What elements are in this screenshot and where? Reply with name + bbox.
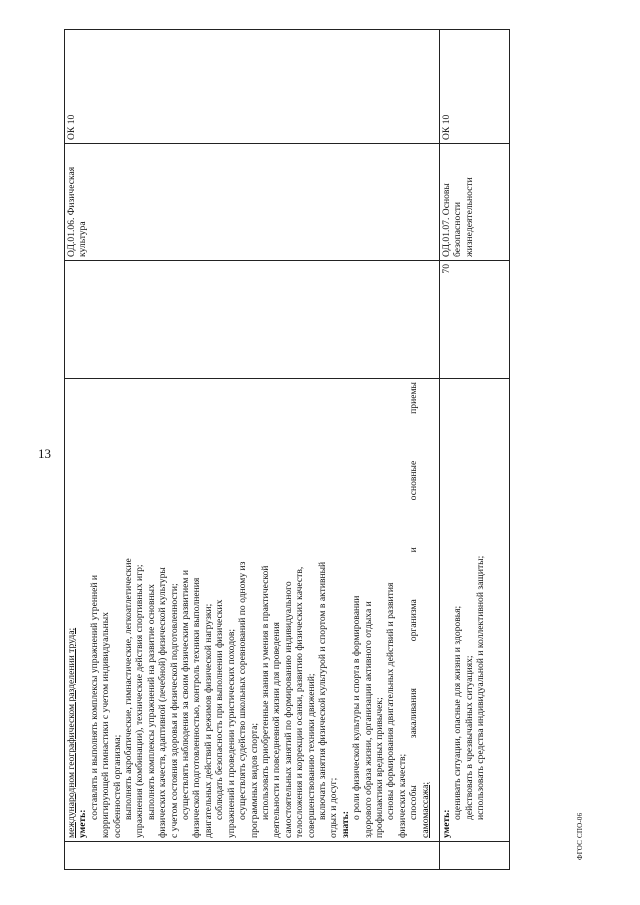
footer-standard-code: ФГОС СПО-06	[576, 812, 584, 860]
text-line: самомассажа;	[419, 781, 431, 838]
text-line: о роли физической культуры и спорта в формировании	[351, 595, 363, 820]
text-line: физических качеств;	[396, 753, 408, 838]
text-line: физических качеств, адаптивной (лечебной) физической культуры	[157, 567, 169, 838]
text-line: знать:	[339, 811, 351, 838]
text-line: выполнять комплексы упражнений на развитие основных	[145, 584, 157, 820]
text-line: с учетом состояния здоровья и физической подготовленности;	[168, 583, 180, 838]
text-line: выполнять акробатические, гимнастические, легкоатлетические	[123, 558, 135, 820]
text-line: включать занятия физической культурой и спортом в активный	[316, 561, 328, 820]
text-line: использовать приобретенные знания и умения в практической	[259, 565, 271, 820]
competence-cell: ОК 10	[440, 30, 510, 144]
hours-cell: 70	[440, 261, 510, 379]
text-line: корригирующей гимнастики с учетом индивидуальных	[100, 612, 112, 838]
index-cell	[65, 842, 440, 870]
rotated-page-content	[64, 30, 588, 870]
text-line: основы формирования двигательных действий и развития	[385, 582, 397, 820]
text-line: упражнения (комбинации), технические действия спортивных игр;	[134, 564, 146, 838]
text-line: уметь:	[441, 809, 452, 838]
curriculum-table	[64, 29, 510, 870]
text-line: международном географическом разделении труда;	[66, 627, 77, 838]
text-line: отдых и досуг;	[328, 777, 340, 838]
requirements-text	[441, 382, 487, 838]
discipline-cell: ОД.01.07. Основы безопасности жизнедеятельности	[440, 144, 510, 261]
discipline-cell: ОД.01.06. Физическая культура	[65, 144, 440, 261]
text-line: способы закаливания организма и основные приемы	[408, 382, 420, 820]
page-number: 13	[38, 446, 51, 461]
text-line: составлять и выполнять комплексы упражнений утренней и	[88, 574, 100, 820]
text-line: двигательных действий и режимов физической нагрузки;	[202, 603, 214, 838]
text-line: физической подготовленностью, контроль техники выполнения	[191, 577, 203, 838]
text-line: осуществлять судейство школьных соревнований по одному из	[237, 561, 249, 820]
text-line: здорового образа жизни, организации активного отдыха и	[362, 601, 374, 838]
hours-cell	[65, 261, 440, 379]
requirements-cell	[440, 379, 510, 842]
text-line: оценивать ситуации, опасные для жизни и здоровья;	[452, 605, 464, 820]
text-line: деятельности и повседневной жизни для проведения	[271, 622, 283, 838]
text-line: действовать в чрезвычайных ситуациях;	[463, 655, 475, 820]
text-line: соблюдать безопасность при выполнении физических	[214, 599, 226, 820]
requirements-cell	[65, 379, 440, 842]
table-row-physical-culture	[65, 30, 440, 870]
text-line: самостоятельных занятий по формированию индивидуального	[282, 581, 294, 838]
text-line: упражнений и проведении туристических походов;	[225, 628, 237, 838]
text-line: особенностей организма;	[111, 734, 123, 838]
text-line: профилактики вредных привычек;	[373, 697, 385, 838]
text-line: совершенствованию техники движений;	[305, 673, 317, 838]
table-row-life-safety	[440, 30, 510, 870]
text-line: программных видов спорта;	[248, 723, 260, 838]
text-line: телосложения и коррекции осанки, развитию физических качеств,	[294, 566, 306, 838]
index-cell	[440, 842, 510, 870]
competence-cell: ОК 10	[65, 30, 440, 144]
requirements-text	[66, 382, 431, 838]
text-line: уметь:	[77, 809, 89, 838]
text-line: использовать средства индивидуальной и коллективной защиты;	[475, 555, 487, 820]
text-line: осуществлять наблюдения за своим физическим развитием и	[180, 570, 192, 820]
